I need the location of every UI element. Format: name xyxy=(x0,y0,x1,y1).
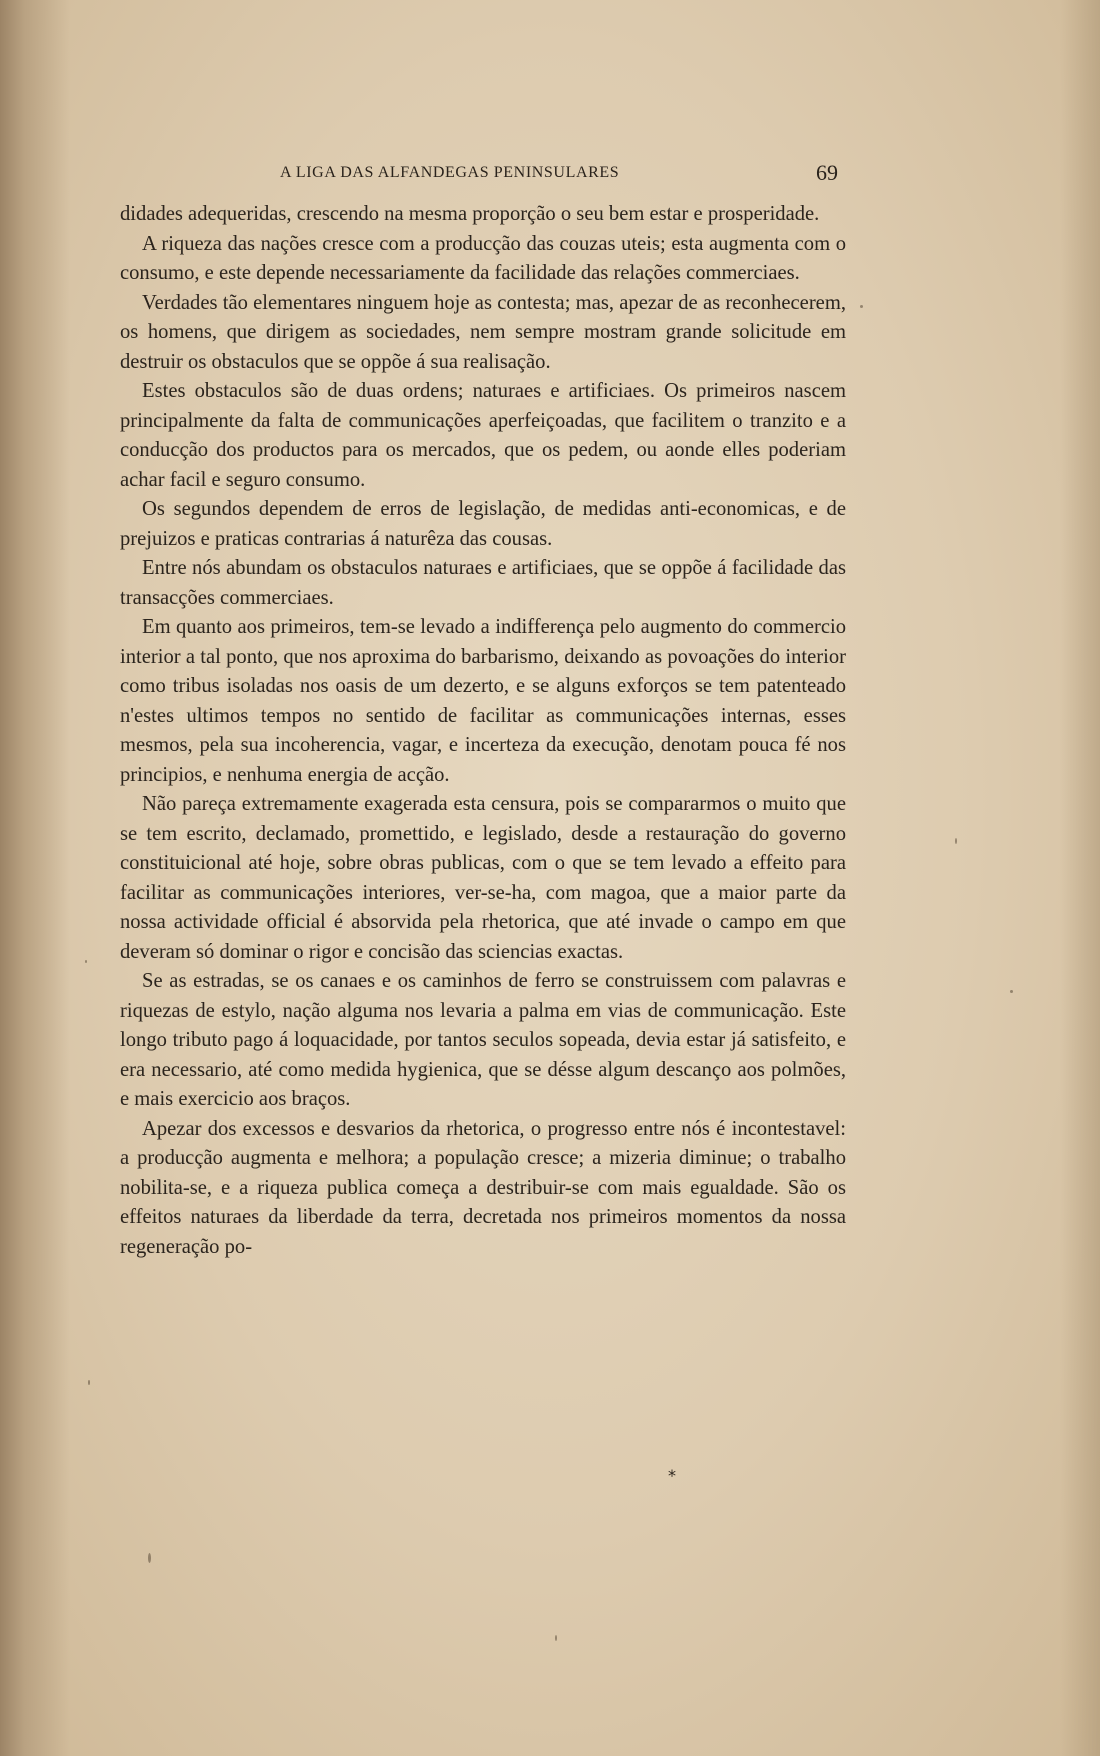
binding-shadow xyxy=(0,0,70,1756)
speck xyxy=(555,1635,557,1641)
paragraph: Estes obstaculos são de duas ordens; naturaes e artificiaes. Os primeiros nascem principalmente da falta de communicações aperfeiçoadas, que facilitem o tranzito e a conducção dos productos para os mercados, que os pedem, ou aonde elles poderiam achar facil e seguro consumo. xyxy=(120,380,846,491)
speck xyxy=(1010,990,1013,993)
signature-mark: * xyxy=(668,1466,676,1485)
speck xyxy=(148,1553,151,1563)
paragraph: Apezar dos excessos e desvarios da rhetorica, o progresso entre nós é incontestavel: a producção augmenta e melhora; a população cresce; a mizeria diminue; o trabalho nobilita-se, e a riqueza publica começa a destribuir-se com mais egualdade. São os effeitos naturaes da liberdade da terra, decretada nos primeiros momentos da nossa regeneração po- xyxy=(120,1117,846,1258)
paragraph: Verdades tão elementares ninguem hoje as contesta; mas, apezar de as reconhecerem, os homens, que dirigem as sociedades, nem sempre mostram grande solicitude em destruir os obstaculos que se oppõe á sua realisação. xyxy=(120,291,846,373)
edge-shadow xyxy=(1060,0,1100,1756)
body-text xyxy=(120,200,846,1262)
speck xyxy=(85,960,87,963)
paragraph: Se as estradas, se os canaes e os caminhos de ferro se construissem com palavras e riquezas de estylo, nação alguma nos levaria a palma em vias de communicação. Este longo tributo pago á loquacidade, por tantos seculos sopeada, devia estar já satisfeito, e era necessario, até como medida hygienica, que se désse algum descanço aos polmões, e mais exercicio aos braços. xyxy=(120,970,846,1110)
speck xyxy=(955,838,957,844)
running-title: A LIGA DAS ALFANDEGAS PENINSULARES xyxy=(280,164,620,181)
paragraph: Os segundos dependem de erros de legislação, de medidas anti-economicas, e de prejuizos e praticas contrarias á naturêza das cousas. xyxy=(120,498,846,550)
speck xyxy=(860,305,863,308)
speck xyxy=(88,1380,90,1385)
page-header xyxy=(120,158,846,192)
paragraph: Não pareça extremamente exagerada esta censura, pois se compararmos o muito que se tem escrito, declamado, promettido, e legislado, desde a restauração do governo constituicional até hoje, sobre obras publicas, com o que se tem levado a effeito para facilitar as communicações interiores, ver-se-ha, com magoa, que a maior parte da nossa actividade official é absorvida pela rhetorica, que até invade o campo em que deveram só dominar o rigor e concisão das sciencias exactas. xyxy=(120,793,846,963)
paragraph: didades adequeridas, crescendo na mesma proporção o seu bem estar e prosperidade. xyxy=(120,203,820,225)
paragraph: Entre nós abundam os obstaculos naturaes e artificiaes, que se oppõe á facilidade das transacções commerciaes. xyxy=(120,557,846,609)
page-number: 69 xyxy=(816,160,838,185)
paragraph: A riqueza das nações cresce com a producção das couzas uteis; esta augmenta com o consumo, e este depende necessariamente da facilidade das relações commerciaes. xyxy=(120,232,846,284)
paragraph: Em quanto aos primeiros, tem-se levado a indifferença pelo augmento do commercio interior a tal ponto, que nos aproxima do barbarismo, deixando as povoações do interior como tribus isoladas nos oasis de um dezerto, e se alguns exforços se tem patenteado n'estes ultimos tempos no sentido de facilitar as communicações internas, esses mesmos, pela sua incoherencia, vagar, e incerteza da execução, denotam pouca fé nos principios, e nenhuma energia de acção. xyxy=(120,616,846,786)
